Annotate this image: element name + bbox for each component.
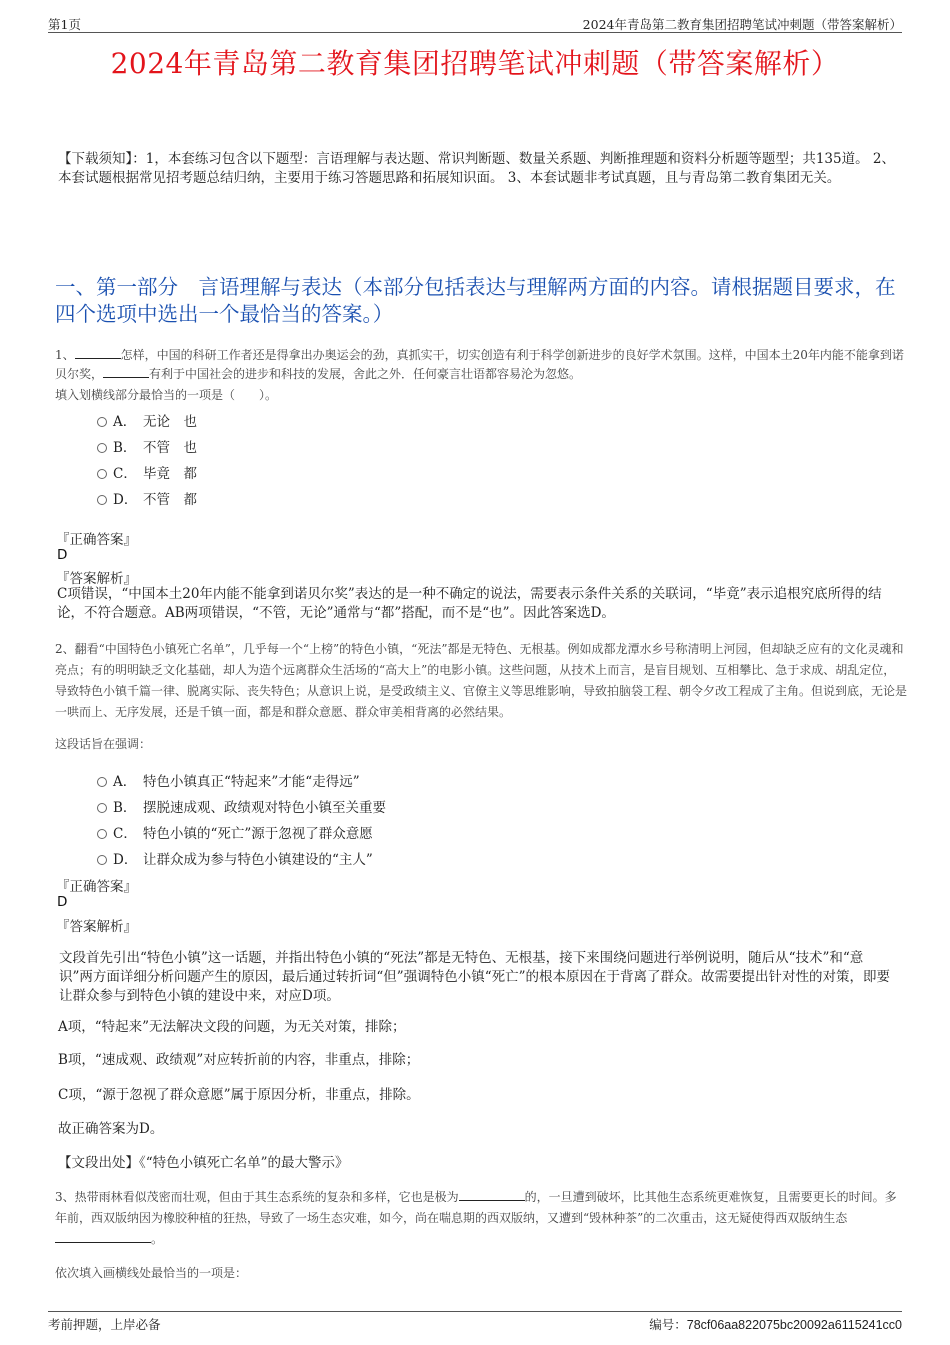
option-text: 让群众成为参与特色小镇建设的“主人” xyxy=(143,852,373,868)
radio-icon[interactable] xyxy=(97,495,107,505)
option-text: 不管 都 xyxy=(143,492,197,508)
option-letter: A． xyxy=(113,774,137,790)
question-1-stem xyxy=(55,346,905,384)
footer-code: 78cf06aa822075bc20092a6115241cc0 xyxy=(686,1318,902,1332)
question-number: 1、 xyxy=(55,348,75,362)
passage-source: 【文段出处】《“特色小镇死亡名单”的最大警示》 xyxy=(58,1155,349,1171)
footer-code-label: 编号： xyxy=(649,1317,687,1332)
fill-blank xyxy=(55,1230,151,1243)
radio-icon[interactable] xyxy=(97,443,107,453)
option-text: 摆脱速成观、政绩观对特色小镇至关重要 xyxy=(143,800,386,816)
footer-slogan: 考前押题，上岸必备 xyxy=(48,1317,161,1332)
question-text: 怎样，中国的科研工作者还是得拿出办奥运会的劲，真抓实干，切实创造有利于科学创新进步的良好学术氛围。这样，中国本土20年内能不能拿到诺贝尔奖， xyxy=(55,348,904,381)
question-3-prompt: 依次填入画横线处最恰当的一项是： xyxy=(55,1266,248,1280)
page-footer xyxy=(48,1311,902,1334)
correct-answer-label: 『正确答案』 xyxy=(56,532,137,548)
radio-icon[interactable] xyxy=(97,777,107,787)
question-text: 翻看“中国特色小镇死亡名单”，几乎每一个“上榜”的特色小镇，“死法”都是无特色、无根基。例如成都龙潭水乡号称清明上河园，但却缺乏应有的文化灵魂和亮点；有的明明缺乏文化基础，却人为造个远离群众生活场的“高大上”的电影小镇。这些问题，从技术上而言，是盲目规划、互相攀比、急于求成、胡乱定位，导致特色小镇千篇一律、脱离实际、丧失特色；从意识上说，是受政绩主义、官僚主义等思维影响，导致拍脑袋工程、朝令夕改工程成了主角。但说到底，无论是一哄而上、无序发展，还是千镇一面，都是和群众意愿、群众审美相背离的必然结果。 xyxy=(55,642,908,719)
radio-icon[interactable] xyxy=(97,417,107,427)
analysis-paragraph: C项，“源于忽视了群众意愿”属于原因分析，非重点，排除。 xyxy=(58,1087,420,1103)
question-number: 3、 xyxy=(55,1190,75,1204)
answer-analysis: C项错误，“中国本土20年内能不能拿到诺贝尔奖”表达的是一种不确定的说法，需要表示条件关系的关联词，“毕竟”表示追根究底所得的结论，不符合题意。AB两项错误，“不管，无论”通常与“都”搭配，而不是“也”。因此答案选D。 xyxy=(57,586,882,621)
question-1-option-c[interactable] xyxy=(97,462,197,484)
analysis-paragraph: 故正确答案为D。 xyxy=(58,1121,164,1137)
question-3-stem xyxy=(55,1187,907,1250)
analysis-paragraph: 文段首先引出“特色小镇”这一话题，并指出特色小镇的“死法”都是无特色、无根基，接下来围绕问题进行举例说明，随后从“技术”和“意识”两方面详细分析问题产生的原因，最后通过转折词“但”强调特色小镇“死亡”的根本原因在于背离了群众。故需要提出针对性的对策，即要让群众参与到特色小镇的建设中来，对应D项。 xyxy=(59,950,891,1004)
option-letter: D． xyxy=(113,852,138,868)
option-text: 特色小镇的“死亡”源于忽视了群众意愿 xyxy=(143,826,373,842)
option-letter: B． xyxy=(113,440,137,456)
question-2-stem xyxy=(55,639,907,723)
question-number: 2、 xyxy=(55,642,75,656)
analysis-paragraph: B项，“速成观、政绩观”对应转折前的内容，非重点，排除； xyxy=(58,1052,420,1068)
question-1-prompt: 填入划横线部分最恰当的一项是（ ）。 xyxy=(55,388,278,402)
option-text: 不管 也 xyxy=(143,440,197,456)
question-2-option-b[interactable] xyxy=(97,796,386,818)
option-letter: D． xyxy=(113,492,138,508)
option-text: 无论 也 xyxy=(143,414,197,430)
header-doc-title: 2024年青岛第二教育集团招聘笔试冲刺题（带答案解析） xyxy=(582,17,902,32)
option-letter: C． xyxy=(113,826,137,842)
analysis-label: 『答案解析』 xyxy=(56,919,137,935)
option-letter: A． xyxy=(113,414,137,430)
correct-answer-value: D xyxy=(57,894,68,910)
option-letter: C． xyxy=(113,466,137,482)
question-2-option-c[interactable] xyxy=(97,822,373,844)
question-text: 热带雨林看似茂密而壮观，但由于其生态系统的复杂和多样，它也是极为 xyxy=(74,1190,459,1204)
page-number: 第1页 xyxy=(48,17,81,32)
question-1-option-a[interactable] xyxy=(97,410,197,432)
fill-blank xyxy=(459,1188,525,1201)
option-text: 特色小镇真正“特起来”才能“走得远” xyxy=(143,774,360,790)
question-text: 。 xyxy=(151,1232,164,1246)
question-1-option-b[interactable] xyxy=(97,436,197,458)
question-2-prompt: 这段话旨在强调： xyxy=(55,737,152,751)
option-letter: B． xyxy=(113,800,137,816)
question-2-option-d[interactable] xyxy=(97,848,373,870)
question-text: 的，一旦遭到破坏，比其他生态系统更难恢复，且需要更长的时间。多年前，西双版纳因为橡胶种植的狂热，导致了一场生态灾难，如今，尚在喘息期的西双版纳，又遭到“毁林种茶”的二次重击，这无疑使得西双版纳生态 xyxy=(55,1190,897,1225)
radio-icon[interactable] xyxy=(97,829,107,839)
fill-blank xyxy=(75,346,121,359)
option-text: 毕竟 都 xyxy=(143,466,197,482)
document-title: 2024年青岛第二教育集团招聘笔试冲刺题（带答案解析） xyxy=(110,47,840,80)
footer-code-block xyxy=(649,1315,902,1333)
question-2-option-a[interactable] xyxy=(97,770,360,792)
fill-blank xyxy=(103,365,149,378)
page-header xyxy=(48,12,902,33)
download-notice: 【下载须知】：1，本套练习包含以下题型：言语理解与表达题、常识判断题、数量关系题、判断推理题和资料分析题等题型；共135道。 2、本套试题根据常见招考题总结归纳，主要用于练习答题思路和拓展知识面。 3、本套试题非考试真题，且与青岛第二教育集团无关。 xyxy=(58,151,895,186)
analysis-label: 『答案解析』 xyxy=(56,571,137,587)
radio-icon[interactable] xyxy=(97,855,107,865)
question-text: 有利于中国社会的进步和科技的发展，舍此之外．任何豪言壮语都容易沦为忽悠。 xyxy=(149,367,582,381)
radio-icon[interactable] xyxy=(97,469,107,479)
analysis-paragraph: A项，“特起来”无法解决文段的问题，为无关对策，排除； xyxy=(58,1019,406,1035)
question-1-option-d[interactable] xyxy=(97,488,197,510)
correct-answer-label: 『正确答案』 xyxy=(56,879,137,895)
section-heading: 一、第一部分 言语理解与表达（本部分包括表达与理解两方面的内容。请根据题目要求，在四个选项中选出一个最恰当的答案。） xyxy=(55,275,896,326)
correct-answer-value: D xyxy=(57,547,68,563)
radio-icon[interactable] xyxy=(97,803,107,813)
